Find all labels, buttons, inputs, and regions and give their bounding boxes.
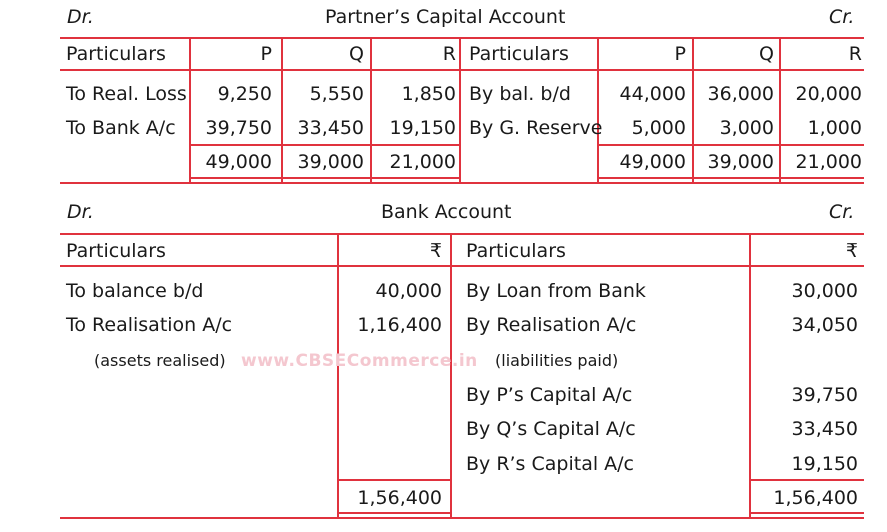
- capital-debit-r: 1,850: [401, 83, 456, 105]
- bank-debit-amount: 1,16,400: [357, 314, 442, 336]
- bank-header-rupee: ₹: [845, 240, 858, 262]
- capital-center-divider: [459, 37, 461, 182]
- bank-header-particulars: Particulars: [66, 240, 166, 262]
- capital-debit-label: To Real. Loss: [66, 83, 187, 105]
- capital-debit-total-q: 39,000: [297, 151, 364, 173]
- bank-credit-amount: 33,450: [791, 418, 858, 440]
- capital-col-divider: [779, 37, 781, 182]
- bank-debit-note: (assets realised): [94, 351, 226, 370]
- bank-credit-amount: 39,750: [791, 384, 858, 406]
- bank-cr-label: Cr.: [829, 201, 855, 223]
- capital-header-r: R: [848, 43, 862, 65]
- capital-col-divider: [281, 37, 283, 182]
- bank-credit-amount: 34,050: [791, 314, 858, 336]
- bank-debit-total: 1,56,400: [357, 487, 442, 509]
- capital-debit-total-double-rule: [190, 177, 460, 179]
- capital-credit-total-r: 21,000: [795, 151, 862, 173]
- capital-header-p: P: [260, 43, 272, 65]
- bank-debit-total-top-rule: [338, 479, 450, 481]
- bank-debit-total-double-rule: [338, 512, 450, 514]
- capital-debit-p: 39,750: [205, 117, 272, 139]
- capital-header-bottom-rule: [60, 69, 864, 71]
- bank-credit-total-double-rule: [750, 512, 864, 514]
- capital-header-q: Q: [759, 43, 774, 65]
- capital-debit-total-p: 49,000: [205, 151, 272, 173]
- capital-bottom-rule: [60, 182, 864, 184]
- bank-credit-label: By R’s Capital A/c: [466, 453, 635, 475]
- bank-debit-label: To balance b/d: [66, 280, 204, 302]
- capital-debit-label: To Bank A/c: [66, 117, 176, 139]
- capital-credit-label: By G. Reserve: [469, 117, 603, 139]
- bank-credit-label: By P’s Capital A/c: [466, 384, 633, 406]
- capital-header-p: P: [674, 43, 686, 65]
- bank-header-bottom-rule: [60, 265, 864, 267]
- capital-header-top-rule: [60, 37, 864, 39]
- bank-header-rupee: ₹: [429, 240, 442, 262]
- watermark-text: www.CBSECommerce.in: [241, 351, 478, 371]
- bank-credit-label: By Q’s Capital A/c: [466, 418, 636, 440]
- capital-header-q: Q: [349, 43, 364, 65]
- capital-credit-total-double-rule: [598, 177, 864, 179]
- capital-credit-p: 44,000: [619, 83, 686, 105]
- bank-credit-note: (liabilities paid): [495, 351, 619, 370]
- capital-account-title: Partner’s Capital Account: [325, 6, 566, 28]
- bank-credit-label: By Loan from Bank: [466, 280, 646, 302]
- capital-debit-p: 9,250: [217, 83, 272, 105]
- bank-account-title: Bank Account: [381, 201, 512, 223]
- capital-header-r: R: [442, 43, 456, 65]
- capital-credit-total-p: 49,000: [619, 151, 686, 173]
- capital-debit-q: 5,550: [309, 83, 364, 105]
- capital-debit-total-top-rule: [190, 144, 460, 146]
- capital-debit-total-r: 21,000: [389, 151, 456, 173]
- capital-cr-label: Cr.: [829, 6, 855, 28]
- capital-credit-label: By bal. b/d: [469, 83, 571, 105]
- capital-credit-r: 20,000: [795, 83, 862, 105]
- bank-credit-amount: 30,000: [791, 280, 858, 302]
- bank-dr-label: Dr.: [67, 201, 94, 223]
- bank-credit-amount: 19,150: [791, 453, 858, 475]
- bank-header-top-rule: [60, 233, 864, 235]
- bank-credit-label: By Realisation A/c: [466, 314, 637, 336]
- bank-credit-total-top-rule: [750, 479, 864, 481]
- capital-header-particulars: Particulars: [469, 43, 569, 65]
- capital-dr-label: Dr.: [67, 6, 94, 28]
- bank-center-divider: [450, 233, 452, 517]
- bank-bottom-rule: [60, 517, 864, 519]
- bank-credit-total: 1,56,400: [773, 487, 858, 509]
- capital-credit-total-top-rule: [598, 144, 864, 146]
- capital-credit-q: 36,000: [707, 83, 774, 105]
- bank-col-divider: [337, 233, 339, 517]
- capital-debit-r: 19,150: [389, 117, 456, 139]
- capital-header-particulars: Particulars: [66, 43, 166, 65]
- capital-col-divider: [189, 37, 191, 182]
- capital-credit-r: 1,000: [807, 117, 862, 139]
- bank-debit-label: To Realisation A/c: [66, 314, 233, 336]
- bank-header-particulars: Particulars: [466, 240, 566, 262]
- bank-debit-amount: 40,000: [375, 280, 442, 302]
- bank-col-divider: [749, 233, 751, 517]
- capital-col-divider: [597, 37, 599, 182]
- capital-credit-q: 3,000: [719, 117, 774, 139]
- capital-debit-q: 33,450: [297, 117, 364, 139]
- capital-credit-total-q: 39,000: [707, 151, 774, 173]
- capital-credit-p: 5,000: [631, 117, 686, 139]
